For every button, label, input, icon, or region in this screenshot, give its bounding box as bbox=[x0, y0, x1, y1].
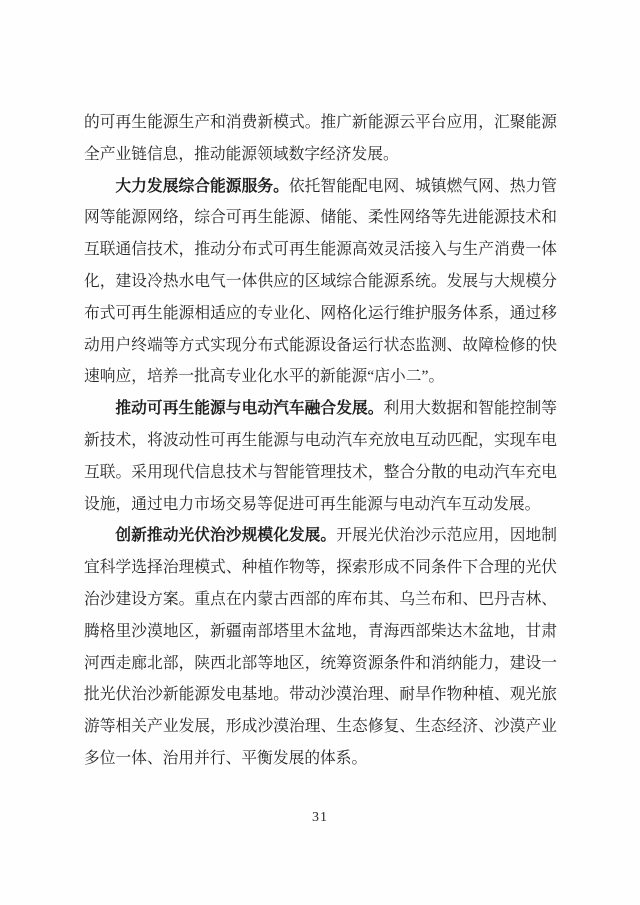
paragraph bbox=[84, 520, 557, 774]
paragraph-lead: 创新推动光伏治沙规模化发展。 bbox=[115, 527, 337, 545]
paragraph-text: 依托智能配电网、城镇燃气网、热力管网等能源网络，综合可再生能源、储能、柔性网络等先进能源技术和互联通信技术，推动分布式可再生能源高效灵活接入与生产消费一体化，建设冷热水电气一体供应的区域综合能源系统。发展与大规模分布式可再生能源相适应的专业化、网格化运行维护服务体系，通过移动用户终端等方式实现分布式能源设备运行状态监测、故障检修的快速响应，培养一批高专业化水平的新能源“店小二”。 bbox=[84, 177, 557, 386]
page-number: 31 bbox=[312, 810, 328, 825]
document-text-block bbox=[84, 107, 557, 775]
paragraph bbox=[84, 171, 557, 394]
paragraph bbox=[84, 107, 557, 171]
paragraph-lead: 推动可再生能源与电动汽车融合发展。 bbox=[115, 400, 384, 418]
paragraph-text: 开展光伏治沙示范应用，因地制宜科学选择治理模式、种植作物等，探索形成不同条件下合理的光伏治沙建设方案。重点在内蒙古西部的库布其、乌兰布和、巴丹吉林、腾格里沙漠地区，新疆南部塔里木盆地，青海西部柴达木盆地，甘肃河西走廊北部，陕西北部等地区，统筹资源条件和消纳能力，建设一批光伏治沙新能源发电基地。带动沙漠治理、耐旱作物种植、观光旅游等相关产业发展，形成沙漠治理、生态修复、生态经济、沙漠产业多位一体、治用并行、平衡发展的体系。 bbox=[84, 527, 558, 767]
paragraph bbox=[84, 393, 557, 520]
paragraph-text: 的可再生能源生产和消费新模式。推广新能源云平台应用，汇聚能源全产业链信息，推动能源领域数字经济发展。 bbox=[84, 114, 557, 163]
paragraph-lead: 大力发展综合能源服务。 bbox=[115, 177, 289, 195]
paragraph-text: 利用大数据和智能控制等新技术，将波动性可再生能源与电动汽车充放电互动匹配，实现车电互联。采用现代信息技术与智能管理技术，整合分散的电动汽车充电设施，通过电力市场交易等促进可再生能源与电动汽车互动发展。 bbox=[84, 400, 557, 513]
